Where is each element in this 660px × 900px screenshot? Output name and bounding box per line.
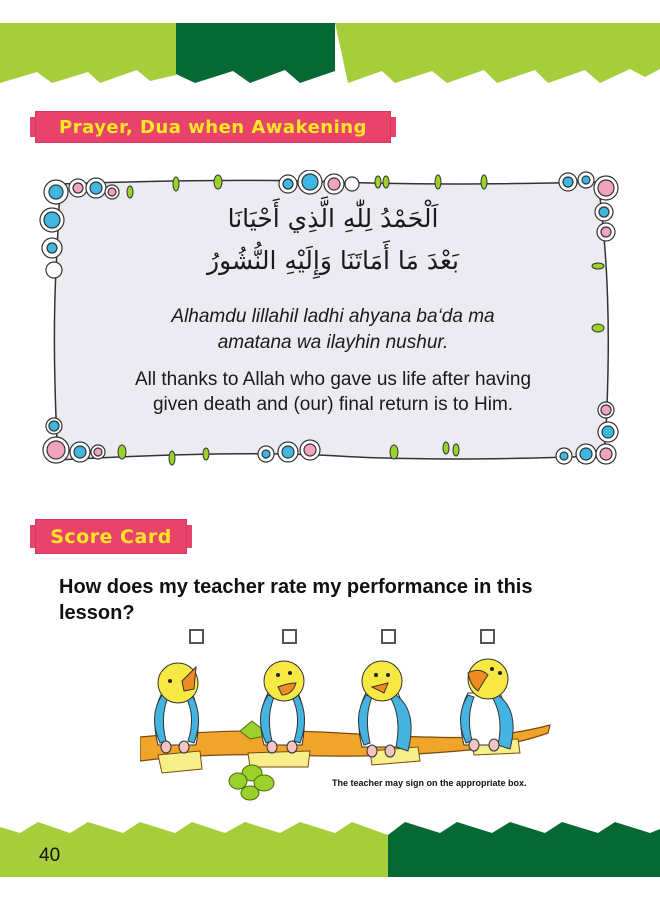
rating-checkbox-1[interactable] [189,629,204,644]
score-card-title [35,519,187,554]
page-number: 40 [39,845,61,866]
bird-neutral-icon [358,661,411,757]
score-card-title-text: Score Card [50,525,172,548]
bird-happy-icon [260,661,304,753]
rating-checkbox-4[interactable] [480,629,495,644]
top-zigzag-band [0,23,660,85]
translation-line-2: given death and (our) final return is to Him. [152,394,514,415]
bird-shouting-icon [460,659,513,751]
arabic-dua-line-2: بَعْدَ مَا أَمَاتَنَا وَإِلَيْهِ النُّشُورُ [207,246,459,275]
score-question-line-1: How does my teacher rate my performance in this [59,576,533,598]
transliteration-line-2: amatana wa ilayhin nushur. [217,332,449,353]
transliteration-line-1: Alhamdu lillahil ladhi ahyana ba‘da ma [171,306,495,327]
score-question [59,574,619,626]
prayer-section-title [35,111,391,143]
bottom-zigzag-band [0,815,660,877]
bird-very-happy-icon [154,663,198,753]
translation-line-1: All thanks to Allah who gave us life after having [134,369,532,390]
score-question-line-2: lesson? [59,602,135,624]
prayer-card [38,170,628,470]
rating-checkbox-2[interactable] [282,629,297,644]
rating-checkbox-3[interactable] [381,629,396,644]
prayer-section-title-text: Prayer, Dua when Awakening [59,116,367,138]
teacher-sign-note: The teacher may sign on the appropriate box. [332,778,527,788]
arabic-dua-line-1: اَلْحَمْدُ لِلّٰهِ الَّذِي أَحْيَانَا [227,204,439,233]
